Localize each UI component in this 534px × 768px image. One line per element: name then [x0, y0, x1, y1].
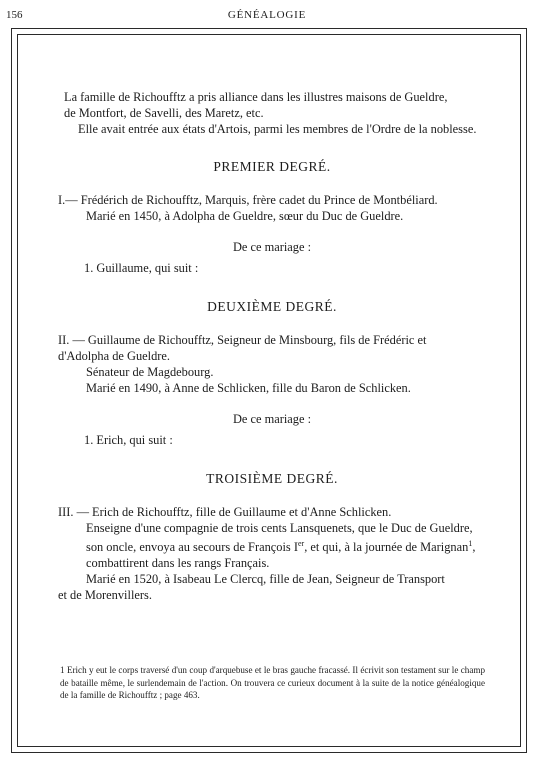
degree-3-heading: TROISIÈME DEGRÉ. [206, 471, 338, 486]
degree-1-heading: PREMIER DEGRÉ. [213, 159, 331, 174]
degree-3-entry-line-4: combattirent dans les rangs Français. [86, 556, 270, 571]
degree-3-entry-line-6: et de Morenvillers. [58, 588, 152, 603]
line-3-part-b: , et qui, à la journée de Marignan [304, 540, 469, 555]
intro-line-2: de Montfort, de Savelli, des Maretz, etc. [64, 106, 264, 120]
degree-1-mariage: De ce mariage : [232, 240, 312, 254]
line-3-part-a: son oncle, envoya au secours de François I [86, 540, 298, 555]
degree-2-entry-line-1: II. — Guillaume de Richoufftz, Seigneur de Minsbourg, fils de Frédéric et [58, 333, 427, 347]
degree-2-entry-line-2: d'Adolpha de Gueldre. [58, 349, 170, 363]
superscript-er: er [297, 539, 305, 548]
degree-1-entry-line-1: I.— Frédérich de Richoufftz, Marquis, frère cadet du Prince de Montbéliard. [58, 193, 438, 207]
page-number: 156 [6, 9, 23, 21]
intro-line-1: La famille de Richoufftz a pris alliance dans les illustres maisons de Gueldre, [64, 90, 448, 104]
degree-3-entry-line-3 [58, 536, 486, 555]
degree-3-entry-line-1: III. — Erich de Richoufftz, fille de Guillaume et d'Anne Schlicken. [58, 505, 392, 519]
degree-1-child: 1. Guillaume, qui suit : [84, 261, 199, 275]
footnote-marker[interactable]: 1 [468, 539, 473, 548]
degree-3-entry-line-5: Marié en 1520, à Isabeau Le Clercq, fille de Jean, Seigneur de Transport [86, 572, 445, 587]
degree-3-entry-line-2: Enseigne d'une compagnie de trois cents Lansquenets, que le Duc de Gueldre, [86, 521, 473, 535]
footnote: 1 Erich y eut le corps traversé d'un coup d'arquebuse et le bras gauche fracassé. Il écrivit son testament sur le champ de bataille même, le surlendemain de l'action. On trouvera ce curieux document à la suite de la notice généalogique de la famille de Richoufftz ; page 463. [60, 665, 485, 700]
intro-line-3: Elle avait entrée aux états d'Artois, parmi les membres de l'Ordre de la noblesse. [78, 122, 477, 136]
degree-2-child: 1. Erich, qui suit : [84, 433, 173, 447]
genealogy-text [58, 89, 486, 603]
degree-2-heading: DEUXIÈME DEGRÉ. [207, 299, 337, 314]
degree-1-entry-line-2: Marié en 1450, à Adolpha de Gueldre, sœur du Duc de Gueldre. [86, 209, 404, 223]
line-3-part-c: , [472, 540, 476, 555]
running-title: GÉNÉALOGIE [227, 9, 307, 21]
degree-2-entry-line-4: Marié en 1490, à Anne de Schlicken, fille du Baron de Schlicken. [86, 381, 411, 395]
degree-2-entry-line-3: Sénateur de Magdebourg. [86, 365, 214, 379]
degree-2-mariage: De ce mariage : [232, 412, 312, 426]
